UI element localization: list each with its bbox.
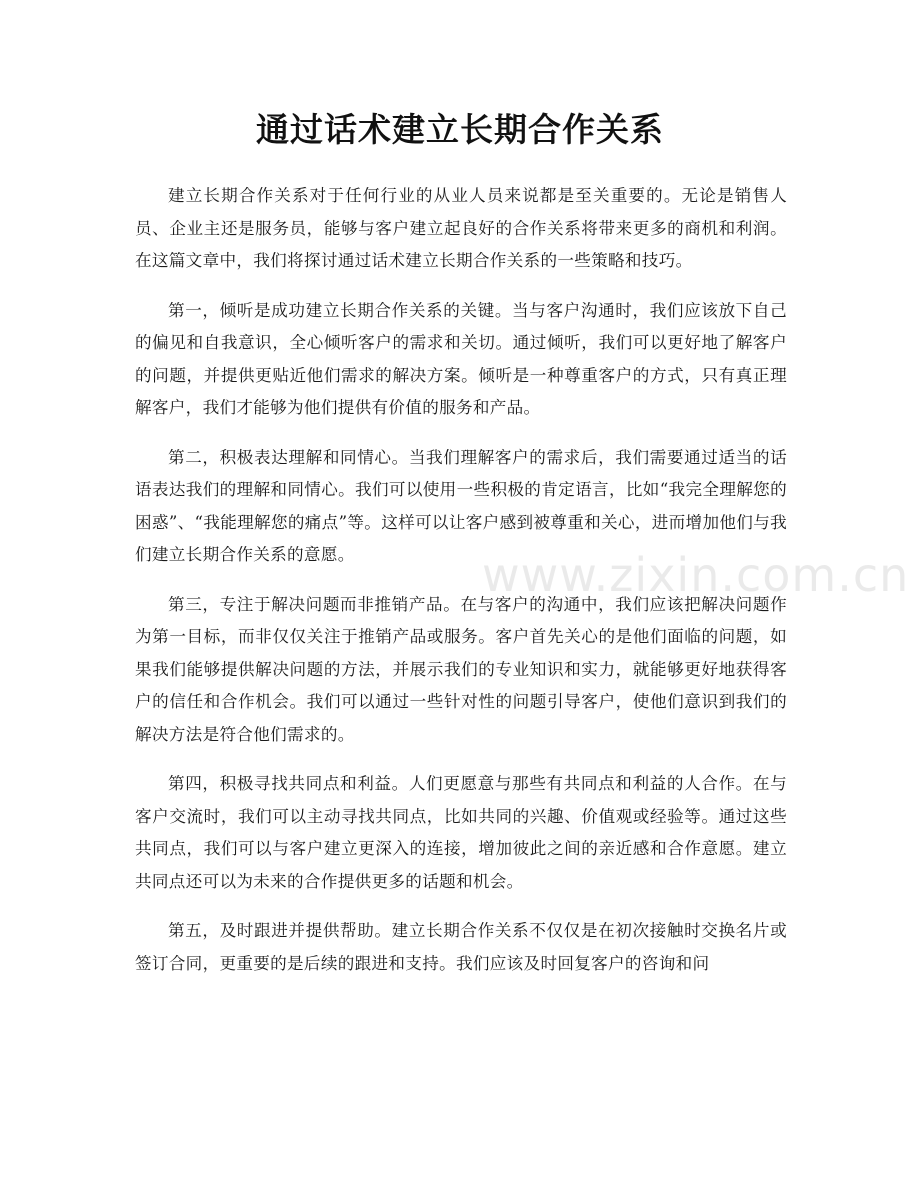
paragraph-second-point: 第二，积极表达理解和同情心。当我们理解客户的需求后，我们需要通过适当的话语表达我们的理解和同情心。我们可以使用一些积极的肯定语言，比如“我完全理解您的困惑”、“我能理解您的痛点”等。这样可以让客户感到被尊重和关心，进而增加他们与我们建立长期合作关系的意愿。 [135,447,787,564]
paragraph-third-point: 第三，专注于解决问题而非推销产品。在与客户的沟通中，我们应该把解决问题作为第一目标，而非仅仅关注于推销产品或服务。客户首先关心的是他们面临的问题，如果我们能够提供解决问题的方法，并展示我们的专业知识和实力，就能够更好地获得客户的信任和合作机会。我们可以通过一些针对性的问题引导客户，使他们意识到我们的解决方法是符合他们需求的。 [135,594,787,744]
watermark: www.zixin.com.cn [482,548,910,602]
paragraph-intro: 建立长期合作关系对于任何行业的从业人员来说都是至关重要的。无论是销售人员、企业主还是服务员，能够与客户建立起良好的合作关系将带来更多的商机和利润。在这篇文章中，我们将探讨通过话术建立长期合作关系的一些策略和技巧。 [135,186,787,270]
paragraph-fifth-point: 第五，及时跟进并提供帮助。建立长期合作关系不仅仅是在初次接触时交换名片或签订合同，更重要的是后续的跟进和支持。我们应该及时回复客户的咨询和问 [135,921,787,973]
document-title: 通过话术建立长期合作关系 [256,110,664,149]
document-body [135,180,787,997]
paragraph-first-point: 第一，倾听是成功建立长期合作关系的关键。当与客户沟通时，我们应该放下自己的偏见和自我意识，全心倾听客户的需求和关切。通过倾听，我们可以更好地了解客户的问题，并提供更贴近他们需求的解决方案。倾听是一种尊重客户的方式，只有真正理解客户，我们才能够为他们提供有价值的服务和产品。 [135,300,787,417]
paragraph-fourth-point: 第四，积极寻找共同点和利益。人们更愿意与那些有共同点和利益的人合作。在与客户交流时，我们可以主动寻找共同点，比如共同的兴趣、价值观或经验等。通过这些共同点，我们可以与客户建立更深入的连接，增加彼此之间的亲近感和合作意愿。建立共同点还可以为未来的合作提供更多的话题和机会。 [135,774,787,891]
